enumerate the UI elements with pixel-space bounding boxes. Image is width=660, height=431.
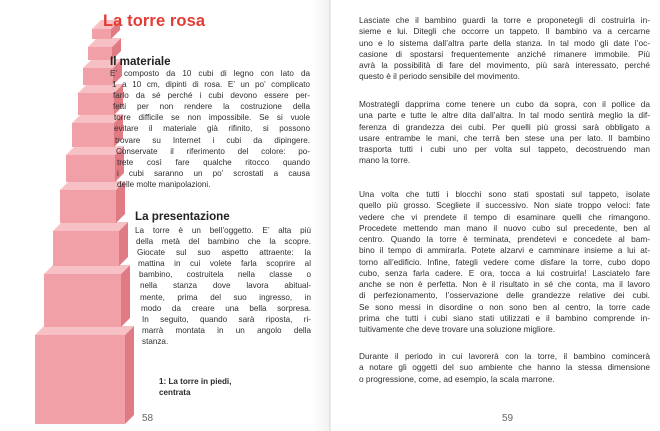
text-line: o progressione, come, ad esempio, la scala marrone.	[359, 373, 555, 384]
section-heading-materiale: Il materiale	[110, 55, 171, 68]
text-line: questo è il periodo sensibile del movimento.	[359, 71, 520, 82]
left-page	[0, 0, 329, 431]
figure-caption	[159, 376, 231, 398]
text-line: mente, prima del suo ingresso, in	[140, 292, 311, 302]
text-line: cubo, senza farla cadere. E ora, tocca a lui costruirla! Lasciatelo fare	[359, 267, 650, 278]
text-line: marrà montata in un angolo della	[142, 325, 311, 335]
gutter-shadow	[312, 0, 329, 431]
text-line: quello più grosso. Scegliete il successivo. Non siate troppo veloci: fate	[359, 200, 650, 211]
right-page	[331, 0, 660, 431]
text-line: avrà la possibilità di fare del movimento, più sarà interessato, perché	[359, 60, 650, 70]
text-line: modo da creare una bella sorpresa.	[141, 303, 311, 313]
text-line: trovare su Internet i cubi da dipingere.	[115, 135, 310, 145]
text-line: Procedete mettendo man mano il nuovo cubo sul precedente, ben al	[359, 222, 650, 233]
text-line: centro. Quando la torre è terminata, prendetevi e concedete al bam-	[359, 234, 650, 244]
caption-line: centrata	[159, 388, 191, 397]
text-line: Giocate sul suo aspetto attraente: la	[137, 248, 311, 258]
body-paragraph	[359, 351, 650, 385]
text-line: torno all’edificio. Infine, fategli vedere come disfare la torre, cubo dopo	[359, 256, 650, 267]
body-paragraph	[359, 15, 650, 83]
section-heading-presentazione: La presentazione	[135, 210, 230, 223]
text-line: La torre è un bell’oggetto. E’ alta più	[135, 226, 311, 235]
text-line: bino il tempo di ammirarla. Potete alzarvi e camminare insieme a lui at-	[359, 245, 650, 256]
text-line: nella stanza dove lavora abitual-	[140, 281, 311, 291]
body-paragraph	[359, 99, 650, 167]
text-line: fetti per non rendere la costruzione della	[113, 102, 310, 112]
text-line: anche se non è perfetta. Non è il risultato in sé che conta, ma il lavoro	[359, 279, 650, 289]
page-number-left: 58	[142, 413, 154, 424]
tower-cube-front	[35, 335, 125, 424]
tower-cube-front	[88, 47, 112, 60]
text-line: trete così fare qualche ritocco quando	[117, 157, 310, 167]
text-line: della metà del bambino che la scopre.	[136, 237, 311, 247]
text-line: una parte e tutte le altre dita dall’altra. In tal modo sentirà meglio la dif-	[359, 110, 650, 121]
text-line: vedere che vi prendete il tempo di esaminare quelli che rimangono.	[359, 211, 650, 222]
text-line: E’ composto da 10 cubi di legno con lato da	[110, 69, 310, 78]
page-title: La torre rosa	[103, 12, 206, 30]
text-line: Una volta che tutti i blocchi sono stati spostati sul tappeto, isolate	[359, 189, 650, 199]
text-line: a notare gli oggetti del suo ambiente che hanno la stessa dimensione	[359, 362, 650, 373]
text-line: mattina in cui volete farla scoprire al	[138, 259, 311, 269]
text-line: Se sono messi in disordine o non sono ben al centro, la torre cade	[359, 301, 650, 312]
section-presentazione-text	[0, 225, 329, 347]
text-line: di perfezionamento, l’osservazione delle grandezze relative dei cubi.	[359, 290, 650, 301]
text-line: bambino, costruitela nella classe o	[139, 270, 311, 280]
text-line: stanza.	[142, 336, 169, 346]
text-line: Durante il periodo in cui lavorerà con la torre, il bambino comincerà	[359, 351, 650, 361]
caption-line: 1: La torre in piedi,	[159, 377, 232, 386]
text-line: mano la torre.	[359, 155, 411, 166]
text-line: Mostrategli dapprima come tenere un cubo da sopra, con il pollice da	[359, 99, 650, 109]
text-line: Lasciate che il bambino guardi la torre e proponetegli di costruirla in-	[359, 15, 650, 25]
text-line: sieme e lui. Ditegli che occorre un tappeto. Il bambino va a cercarne	[359, 26, 650, 37]
text-line: farlo da sé perché i cubi devono essere per-	[113, 91, 310, 101]
text-line: tuitivamente che deve trovare una soluzione migliore.	[359, 324, 556, 334]
text-line: In seguito, quando sarà riposta, ri-	[142, 314, 311, 324]
text-line: evitare il materiale già rifinito, si possono	[114, 124, 310, 134]
text-line: trasporta tutti i cubi uno per volta sul tappeto, decostruendo man	[359, 144, 650, 154]
tower-cube-front	[60, 190, 116, 223]
text-line: i cubi saranno un po’ scrostati a causa	[117, 168, 310, 178]
text-line: torre difficile se non impossibile. Se si vuole	[114, 113, 310, 123]
text-line: casione di spostarsi frequentemente anziché rimanere immobile. Più	[359, 48, 650, 59]
section-materiale-text	[0, 68, 329, 190]
body-paragraph	[359, 189, 650, 335]
text-line: prima che tutti i cubi siano stati utilizzati e il bambino comprende in-	[359, 312, 650, 323]
text-line: 1 a 10 cm, dipinti di rosa. E’ un po’ complicato	[112, 80, 310, 90]
text-line: uno e lo sistema dall’altra parte della stanza. In tal modo gli date l’oc-	[359, 37, 650, 48]
text-line: Conservate il riferimento del colore: po-	[116, 146, 310, 156]
text-line: delle molte manipolazioni.	[117, 179, 211, 189]
text-line: usare entrambe le mani, che terrà ben stese una per lato. Il bambino	[359, 132, 650, 143]
text-line: ferenza di grandezza dei cubi. Per quelli più grossi sarà obbligato a	[359, 121, 650, 132]
page-number-right: 59	[502, 413, 514, 424]
